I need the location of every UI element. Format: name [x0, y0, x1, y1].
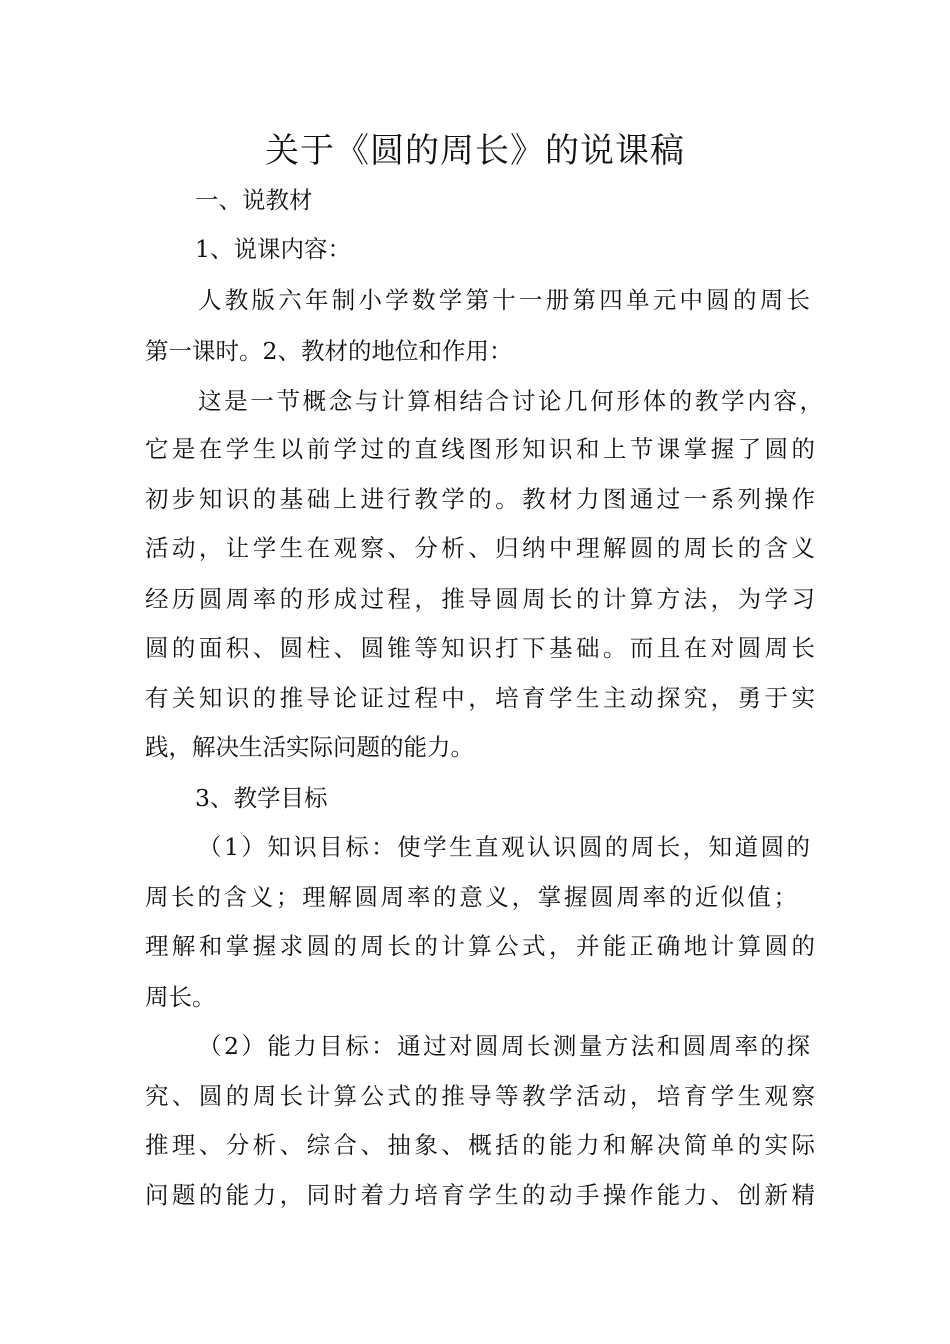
- paragraph-line: 第一课时。2、教材的地位和作用：: [145, 337, 513, 365]
- paragraph-line: 这是一节概念与计算相结合讨论几何形体的教学内容，: [198, 387, 823, 415]
- paragraph-line: 经历圆周率的形成过程，推导圆周长的计算方法，为学习: [145, 585, 815, 613]
- document-title: 关于《圆的周长》的说课稿: [265, 131, 685, 171]
- paragraph-line: 有关知识的推导论证过程中，培育学生主动探究，勇于实: [145, 684, 815, 712]
- subsection-heading: 3、教学目标: [195, 784, 328, 812]
- subsection-heading: 1、说课内容：: [195, 235, 351, 263]
- paragraph-line: 人教版六年制小学数学第十一册第四单元中圆的周长: [198, 286, 810, 314]
- paragraph-line: 推理、分析、综合、抽象、概括的能力和解决简单的实际: [145, 1131, 815, 1159]
- paragraph-line: （1）知识目标：使学生直观认识圆的周长，知道圆的: [198, 833, 810, 861]
- paragraph-line: 践，解决生活实际问题的能力。: [145, 733, 474, 761]
- paragraph-line: （2）能力目标：通过对圆周长测量方法和圆周率的探: [198, 1032, 810, 1060]
- paragraph-line: 周长的含义；理解圆周率的意义，掌握圆周率的近似值；: [145, 883, 797, 911]
- section-heading: 一、说教材: [195, 186, 313, 214]
- paragraph-line: 问题的能力，同时着力培育学生的动手操作能力、创新精: [145, 1181, 815, 1209]
- paragraph-line: 活动，让学生在观察、分析、归纳中理解圆的周长的含义: [145, 534, 815, 562]
- paragraph-line: 究、圆的周长计算公式的推导等教学活动，培育学生观察: [145, 1082, 815, 1110]
- paragraph-line: 初步知识的基础上进行教学的。教材力图通过一系列操作: [145, 485, 815, 513]
- paragraph-line: 圆的面积、圆柱、圆锥等知识打下基础。而且在对圆周长: [145, 634, 815, 662]
- paragraph-line: 它是在学生以前学过的直线图形知识和上节课掌握了圆的: [145, 435, 815, 463]
- paragraph-line: 理解和掌握求圆的周长的计算公式，并能正确地计算圆的: [145, 932, 815, 960]
- paragraph-line: 周长。: [145, 983, 216, 1011]
